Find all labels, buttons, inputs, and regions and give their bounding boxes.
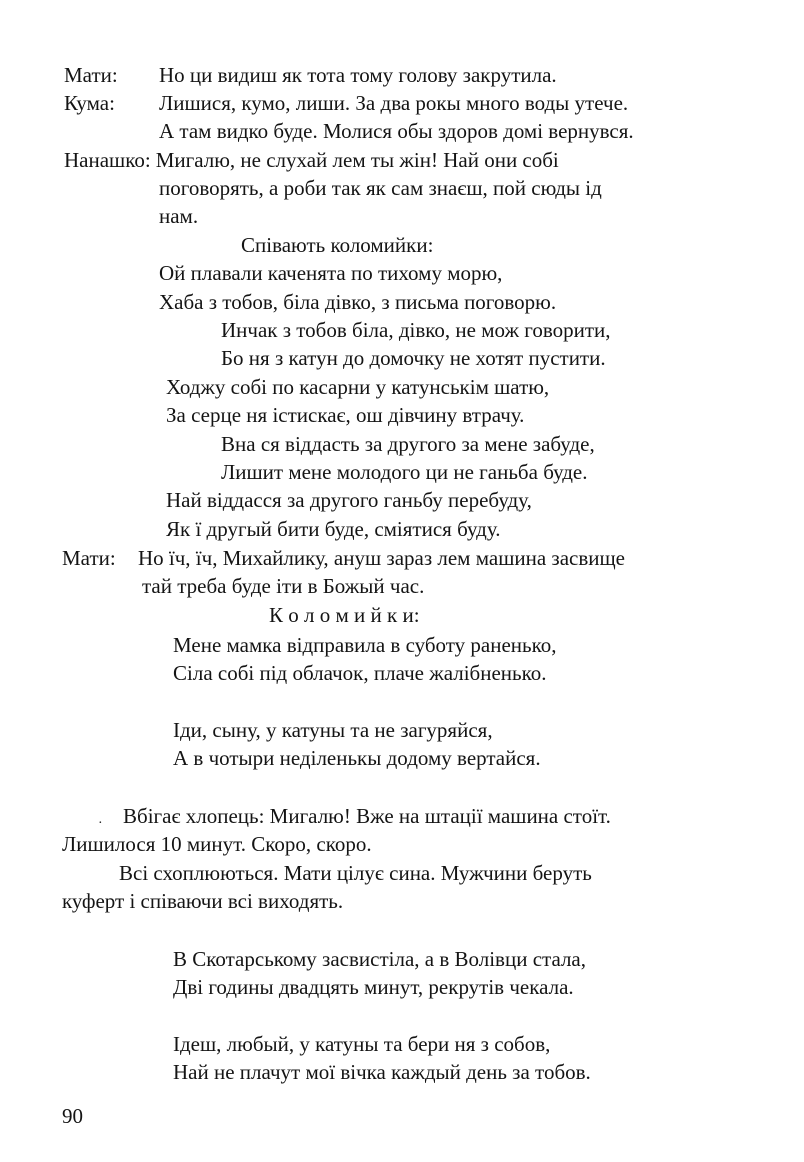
speaker-label: Кума: [64,91,115,115]
speech-text: тай треба буде іти в Божый час. [142,574,425,598]
speaker-label: Мати: [64,63,118,87]
stage-direction: Вбігає хлопець: Мигалю! Вже на штації машина стоїт. [123,804,611,828]
song-heading: Співають коломийки: [241,233,434,257]
verse-line: А в чотыри неділенькы додому вертайся. [173,746,541,770]
verse-line: Хаба з тобов, біла дівко, з письма поговорю. [159,290,557,314]
verse-line: Іди, сыну, у катуны та не загуряйся, [173,718,493,742]
dialogue-line [62,545,625,571]
speaker-label: Нанашко: [64,148,151,172]
speech-text: Но їч, їч, Михайлику, ануш зараз лем машина засвище [138,546,625,570]
verse-line: Ідеш, любый, у катуны та бери ня з собов, [173,1032,551,1056]
speech-text: поговорять, а роби так як сам знаєш, пой сюды ід [159,176,602,200]
stage-direction: куферт і співаючи всі виходять. [62,889,344,913]
speech-text: Мигалю, не слухай лем ты жін! Най они собі [155,148,559,172]
stage-direction: Лишилося 10 минут. Скоро, скоро. [62,832,372,856]
dialogue-line [64,62,557,88]
verse-line: Мене мамка відправила в суботу раненько, [173,633,557,657]
verse-line: Дві годины двадцять минут, рекрутів чекала. [173,975,574,999]
verse-line: Сіла собі під облачок, плаче жалібненько. [173,661,547,685]
verse-line: Ходжу собі по касарни у катунськім шатю, [166,375,550,399]
verse-line: В Скотарському засвистіла, а в Волівци стала, [173,947,587,971]
verse-line: Най не плачут мої вічка каждый день за тобов. [173,1060,591,1084]
speech-text: Лишися, кумо, лиши. За два рокы много воды утече. [159,91,629,115]
speech-text: нам. [159,204,199,228]
song-heading: К о л о м и й к и: [269,603,420,627]
stage-direction: Всі схоплюються. Мати цілує сина. Мужчини беруть [119,861,592,885]
speaker-label: Мати: [62,546,116,570]
bullet-mark: · [98,816,103,831]
speech-text: А там видко буде. Молися обы здоров домі вернувся. [159,119,634,143]
verse-line: Бо ня з катун до домочку не хотят пустити. [221,346,606,370]
dialogue-line [64,90,628,116]
verse-line: Ой плавали каченята по тихому морю, [159,261,503,285]
dialogue-line [64,147,559,173]
verse-line: За серце ня істискає, ош дівчину втрачу. [166,403,525,427]
verse-line: Вна ся віддасть за другого за мене забуде, [221,432,595,456]
speech-text: Но ци видиш як тота тому голову закрутила. [159,63,557,87]
verse-line: Най віддасся за другого ганьбу перебуду, [166,488,532,512]
verse-line: Инчак з тобов біла, дівко, не мож говорити, [221,318,611,342]
page-number: 90 [62,1104,83,1128]
verse-line: Як ї другый бити буде, сміятися буду. [166,517,501,541]
verse-line: Лишит мене молодого ци не ганьба буде. [221,460,588,484]
